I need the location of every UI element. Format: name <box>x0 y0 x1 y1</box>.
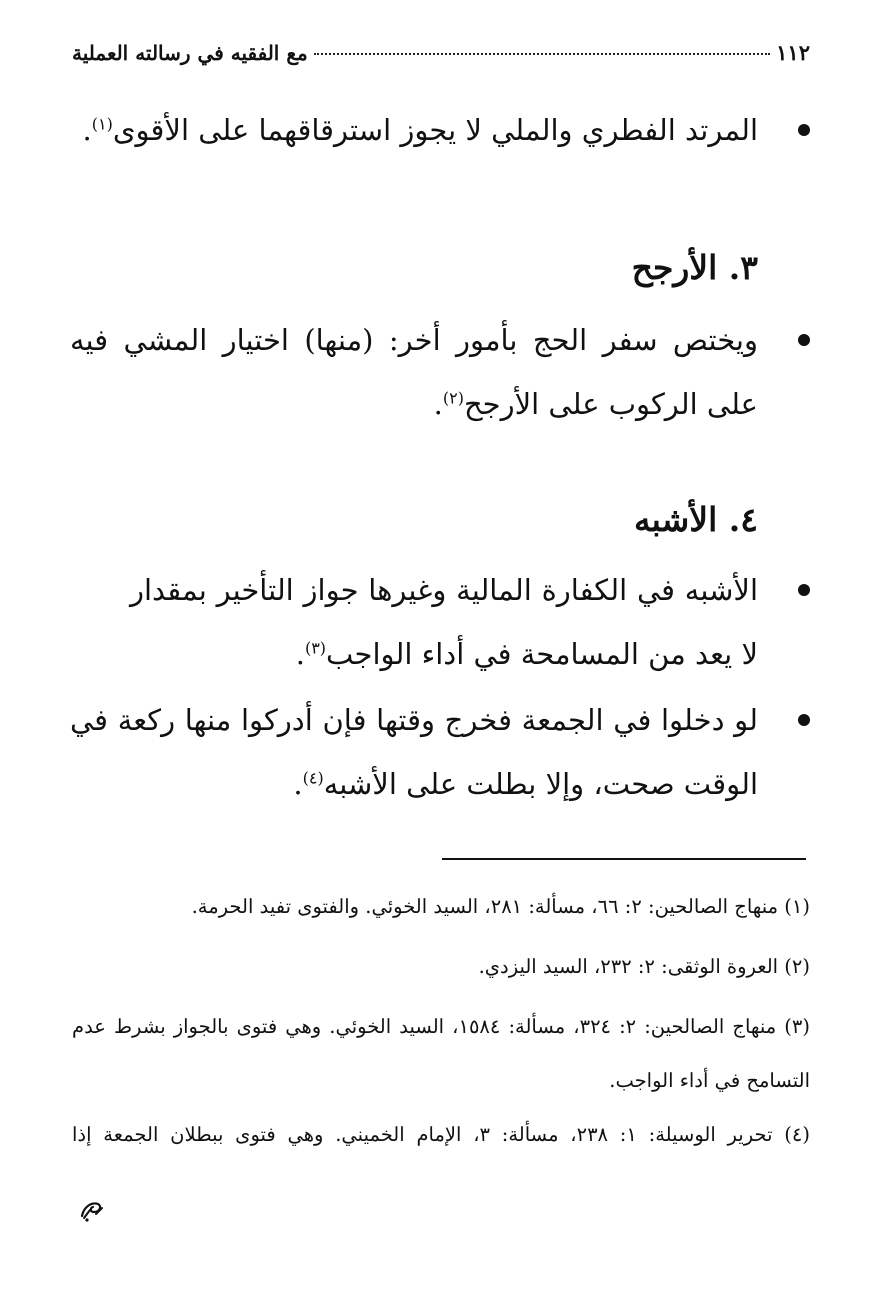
bullet-item <box>70 98 810 162</box>
footnote: (١) منهاج الصالحين: ٢: ٦٦، مسألة: ٢٨١، السيد الخوئي. والفتوى تفيد الحرمة. <box>191 895 810 918</box>
bullet-dot <box>798 584 810 596</box>
period: . <box>82 113 92 147</box>
footnote-ref: (٢) <box>442 388 464 408</box>
running-title: مع الفقيه في رسالته العملية <box>72 41 308 65</box>
section-heading: ٤. الأشبه <box>633 500 758 539</box>
footnote: (٢) العروة الوثقى: ٢: ٢٣٢، السيد اليزدي. <box>478 955 810 978</box>
header-leader-dots <box>314 53 770 55</box>
bullet-dot <box>798 714 810 726</box>
publisher-logo-icon <box>78 1196 106 1224</box>
section-heading: ٣. الأرجح <box>631 248 758 287</box>
bullet-item <box>70 688 810 816</box>
bullet-item <box>70 308 810 436</box>
footnote: (٣) منهاج الصالحين: ٢: ٣٢٤، مسألة: ١٥٨٤، السيد الخوئي. وهي فتوى بالجواز بشرط عدم التسامح في أداء الواجب. <box>72 1015 810 1092</box>
bullet-text: ويختص سفر الحج بأمور أخر: (منها) اختيار المشي فيه على الركوب على الأرجح <box>70 323 758 421</box>
footnote-ref: (٤) <box>302 768 324 788</box>
bullet-dot <box>798 334 810 346</box>
period: . <box>433 387 443 421</box>
period: . <box>295 637 305 671</box>
bullet-text: المرتد الفطري والملي لا يجوز استرقاقهما على الأقوى <box>112 113 758 147</box>
footnote-separator <box>442 858 806 860</box>
bullet-text: الأشبه في الكفارة المالية وغيرها جواز التأخير بمقدار لا يعد من المسامحة في أداء الواجب <box>130 573 758 671</box>
footnote-ref: (٣) <box>304 638 327 658</box>
bullet-text: لو دخلوا في الجمعة فخرج وقتها فإن أدركوا منها ركعة في الوقت صحت، وإلا بطلت على الأشبه <box>70 703 758 801</box>
running-header <box>72 40 810 80</box>
bullet-item <box>130 558 810 686</box>
footnote: (٤) تحرير الوسيلة: ١: ٢٣٨، مسألة: ٣، الإمام الخميني. وهي فتوى ببطلان الجمعة إذا <box>72 1123 810 1146</box>
page-number: ١١٢ <box>776 40 810 65</box>
bullet-dot <box>798 124 810 136</box>
footnote-ref: (١) <box>91 114 113 134</box>
period: . <box>293 767 303 801</box>
